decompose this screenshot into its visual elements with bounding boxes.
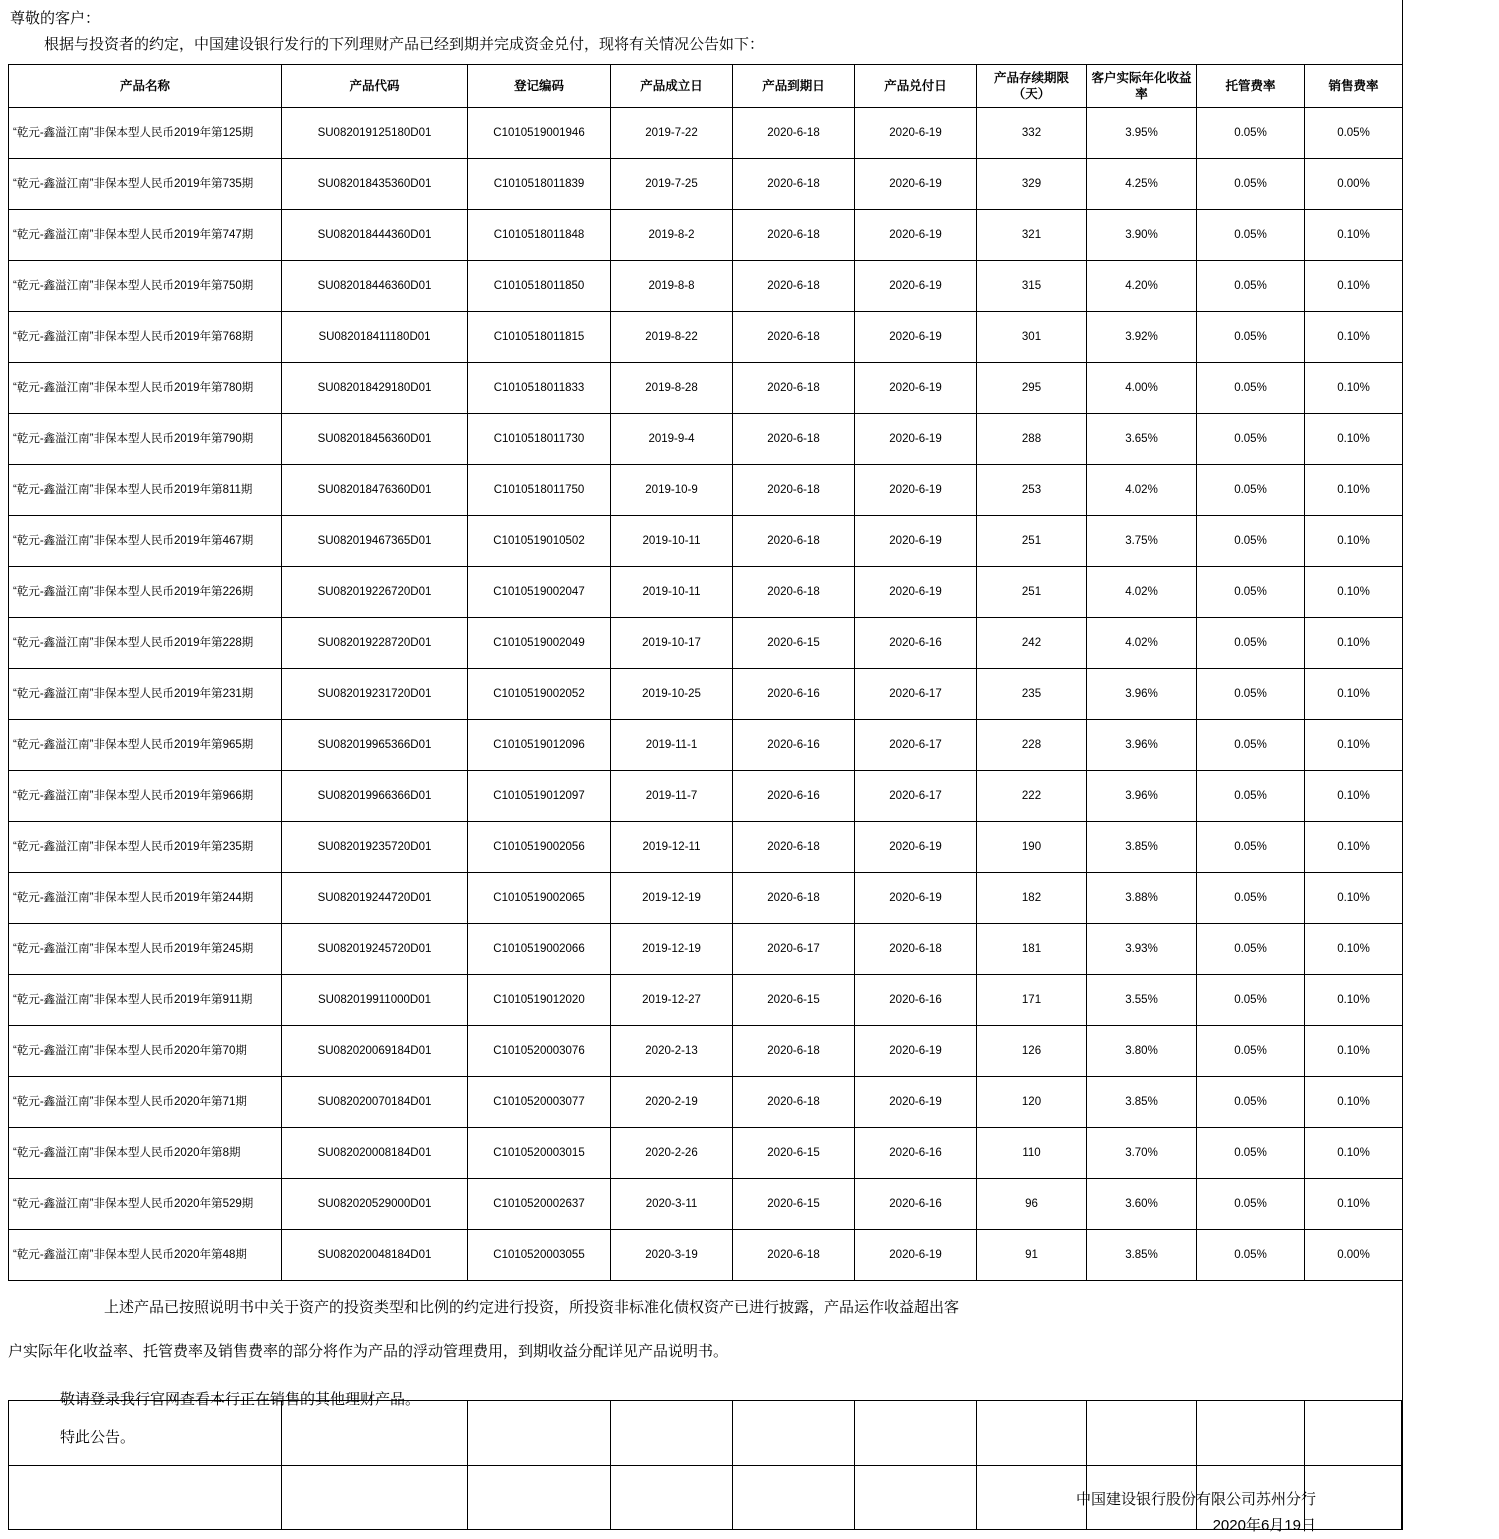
cell-value: 3.95% [1087, 108, 1197, 159]
table-row [9, 363, 1403, 414]
cell-value: 0.05% [1197, 1230, 1305, 1281]
cell-value: 253 [977, 465, 1087, 516]
table-row [9, 159, 1403, 210]
cell-value: 0.05% [1197, 567, 1305, 618]
cell-value: SU082020529000D01 [282, 1179, 468, 1230]
cell-value: 3.90% [1087, 210, 1197, 261]
cell-value: 0.05% [1197, 363, 1305, 414]
table-row [9, 414, 1403, 465]
cell-value: 182 [977, 873, 1087, 924]
cell-value: 2019-10-11 [611, 516, 733, 567]
cell-value: 2020-6-19 [855, 210, 977, 261]
cell-value: 2020-6-16 [855, 975, 977, 1026]
cell-value: SU082018446360D01 [282, 261, 468, 312]
cell-value: C1010520003077 [468, 1077, 611, 1128]
cell-value: 2020-6-18 [733, 1230, 855, 1281]
cell-value: 2019-12-27 [611, 975, 733, 1026]
cell-value: 3.55% [1087, 975, 1197, 1026]
cell-value: 3.85% [1087, 822, 1197, 873]
cell-value: 4.02% [1087, 465, 1197, 516]
cell-value: 0.10% [1305, 363, 1403, 414]
cell-value: 0.00% [1305, 1230, 1403, 1281]
cell-product-name: “乾元-鑫溢江南”非保本型人民币2020年第529期 [9, 1179, 282, 1230]
cell-value: 0.05% [1197, 1077, 1305, 1128]
cell-value: 0.10% [1305, 771, 1403, 822]
cell-value: 2020-6-18 [733, 465, 855, 516]
cell-value: 2019-7-22 [611, 108, 733, 159]
cell-value: 0.05% [1197, 1026, 1305, 1077]
cell-value: 4.25% [1087, 159, 1197, 210]
table-row [9, 771, 1403, 822]
cell-value: 3.65% [1087, 414, 1197, 465]
cell-value: 2020-6-19 [855, 312, 977, 363]
cell-value: 2020-6-18 [733, 1077, 855, 1128]
cell-value: 0.10% [1305, 1128, 1403, 1179]
cell-value: 3.70% [1087, 1128, 1197, 1179]
cell-value: 2020-6-18 [733, 312, 855, 363]
cell-product-name: “乾元-鑫溢江南”非保本型人民币2019年第965期 [9, 720, 282, 771]
cell-value: 4.02% [1087, 618, 1197, 669]
cell-product-name: “乾元-鑫溢江南”非保本型人民币2019年第235期 [9, 822, 282, 873]
cell-value: 2019-10-25 [611, 669, 733, 720]
cell-product-name: “乾元-鑫溢江南”非保本型人民币2020年第70期 [9, 1026, 282, 1077]
cell-value: C1010518011839 [468, 159, 611, 210]
cell-value: 2020-6-18 [733, 516, 855, 567]
cell-value: 0.10% [1305, 567, 1403, 618]
cell-value: 0.10% [1305, 873, 1403, 924]
cell-value: SU082019966366D01 [282, 771, 468, 822]
cell-value: 2020-6-18 [855, 924, 977, 975]
cell-value: 0.05% [1305, 108, 1403, 159]
cell-value: SU082020070184D01 [282, 1077, 468, 1128]
cell-value: 0.00% [1305, 159, 1403, 210]
cell-value: 0.10% [1305, 618, 1403, 669]
table-body [9, 108, 1403, 1281]
cell-value: C1010518011833 [468, 363, 611, 414]
col-establish-date: 产品成立日 [611, 65, 733, 108]
cell-value: 0.05% [1197, 159, 1305, 210]
table-row [9, 516, 1403, 567]
cell-product-name: “乾元-鑫溢江南”非保本型人民币2019年第750期 [9, 261, 282, 312]
cell-value: C1010518011730 [468, 414, 611, 465]
cell-value: 2020-3-19 [611, 1230, 733, 1281]
cell-value: 0.05% [1197, 720, 1305, 771]
col-product-name: 产品名称 [9, 65, 282, 108]
table-row [9, 210, 1403, 261]
products-table [8, 64, 1403, 1281]
cell-value: 3.75% [1087, 516, 1197, 567]
cell-product-name: “乾元-鑫溢江南”非保本型人民币2019年第228期 [9, 618, 282, 669]
cell-value: 181 [977, 924, 1087, 975]
cell-product-name: “乾元-鑫溢江南”非保本型人民币2020年第8期 [9, 1128, 282, 1179]
cell-value: SU082019235720D01 [282, 822, 468, 873]
cell-value: SU082019245720D01 [282, 924, 468, 975]
cell-value: C1010518011850 [468, 261, 611, 312]
cell-value: 0.10% [1305, 975, 1403, 1026]
cell-value: 2020-6-18 [733, 261, 855, 312]
cell-value: 3.96% [1087, 669, 1197, 720]
cell-product-name: “乾元-鑫溢江南”非保本型人民币2019年第811期 [9, 465, 282, 516]
cell-value: 4.20% [1087, 261, 1197, 312]
table-row [9, 1230, 1403, 1281]
cell-value: SU082020048184D01 [282, 1230, 468, 1281]
cell-value: 2020-6-19 [855, 159, 977, 210]
cell-value: 2020-6-18 [733, 108, 855, 159]
cell-product-name: “乾元-鑫溢江南”非保本型人民币2020年第71期 [9, 1077, 282, 1128]
cell-value: 0.10% [1305, 516, 1403, 567]
cell-value: 329 [977, 159, 1087, 210]
cell-value: 0.10% [1305, 414, 1403, 465]
cell-value: 171 [977, 975, 1087, 1026]
cell-value: 2020-2-13 [611, 1026, 733, 1077]
cell-value: SU082019226720D01 [282, 567, 468, 618]
cell-value: SU082019125180D01 [282, 108, 468, 159]
table-row [9, 465, 1403, 516]
cell-value: SU082019965366D01 [282, 720, 468, 771]
cell-value: SU082019228720D01 [282, 618, 468, 669]
cell-value: 190 [977, 822, 1087, 873]
cell-value: 3.96% [1087, 720, 1197, 771]
table-row [9, 669, 1403, 720]
cell-value: 2020-6-17 [855, 720, 977, 771]
cell-product-name: “乾元-鑫溢江南”非保本型人民币2019年第790期 [9, 414, 282, 465]
cell-value: 91 [977, 1230, 1087, 1281]
cell-value: 2020-6-19 [855, 1230, 977, 1281]
footnote-3: 敬请登录我行官网查看本行正在销售的其他理财产品。 [60, 1391, 421, 1408]
cell-value: 2020-6-15 [733, 1128, 855, 1179]
cell-value: 2020-6-15 [733, 618, 855, 669]
footnote-1: 上述产品已按照说明书中关于资产的投资类型和比例的约定进行投资，所投资非标准化债权资产已进行披露，产品运作收益超出客 [104, 1299, 960, 1316]
cell-value: C1010518011815 [468, 312, 611, 363]
cell-value: 2020-6-18 [733, 567, 855, 618]
cell-value: 0.05% [1197, 516, 1305, 567]
cell-value: 0.10% [1305, 669, 1403, 720]
salutation: 尊敬的客户： [10, 10, 101, 27]
cell-value: 2020-6-16 [733, 669, 855, 720]
cell-value: 3.85% [1087, 1230, 1197, 1281]
cell-product-name: “乾元-鑫溢江南”非保本型人民币2019年第780期 [9, 363, 282, 414]
cell-value: 2020-6-18 [733, 414, 855, 465]
cell-value: 2020-6-19 [855, 1077, 977, 1128]
cell-product-name: “乾元-鑫溢江南”非保本型人民币2019年第231期 [9, 669, 282, 720]
cell-value: 2020-6-19 [855, 516, 977, 567]
cell-value: 2020-6-15 [733, 1179, 855, 1230]
cell-value: 2020-6-16 [733, 771, 855, 822]
cell-value: 0.10% [1305, 924, 1403, 975]
cell-value: 242 [977, 618, 1087, 669]
cell-value: 0.05% [1197, 924, 1305, 975]
table-row [9, 720, 1403, 771]
cell-value: C1010519012097 [468, 771, 611, 822]
col-duration-days: 产品存续期限（天） [977, 65, 1087, 108]
cell-product-name: “乾元-鑫溢江南”非保本型人民币2019年第911期 [9, 975, 282, 1026]
cell-value: 2020-6-19 [855, 567, 977, 618]
cell-value: C1010519002056 [468, 822, 611, 873]
cell-value: 2020-6-17 [855, 771, 977, 822]
cell-value: 0.05% [1197, 669, 1305, 720]
cell-value: 3.88% [1087, 873, 1197, 924]
cell-value: 0.05% [1197, 108, 1305, 159]
cell-value: 2020-6-17 [855, 669, 977, 720]
cell-value: 2019-8-8 [611, 261, 733, 312]
cell-value: 2020-6-19 [855, 363, 977, 414]
cell-value: 315 [977, 261, 1087, 312]
table-row [9, 618, 1403, 669]
cell-product-name: “乾元-鑫溢江南”非保本型人民币2019年第244期 [9, 873, 282, 924]
cell-value: 2020-2-26 [611, 1128, 733, 1179]
cell-value: 2019-8-22 [611, 312, 733, 363]
cell-value: SU082018476360D01 [282, 465, 468, 516]
cell-value: SU082018429180D01 [282, 363, 468, 414]
col-actual-annual-yield: 客户实际年化收益率 [1087, 65, 1197, 108]
table-row [9, 1179, 1403, 1230]
cell-value: 0.05% [1197, 1179, 1305, 1230]
cell-product-name: “乾元-鑫溢江南”非保本型人民币2019年第125期 [9, 108, 282, 159]
cell-value: 2020-6-17 [733, 924, 855, 975]
cell-value: 2020-6-19 [855, 873, 977, 924]
cell-value: 110 [977, 1128, 1087, 1179]
cell-value: SU082018435360D01 [282, 159, 468, 210]
cell-product-name: “乾元-鑫溢江南”非保本型人民币2019年第245期 [9, 924, 282, 975]
cell-product-name: “乾元-鑫溢江南”非保本型人民币2019年第735期 [9, 159, 282, 210]
cell-value: 2020-6-16 [855, 1179, 977, 1230]
cell-value: 2019-9-4 [611, 414, 733, 465]
cell-value: C1010519010502 [468, 516, 611, 567]
cell-value: 126 [977, 1026, 1087, 1077]
cell-value: C1010519012096 [468, 720, 611, 771]
col-product-code: 产品代码 [282, 65, 468, 108]
cell-value: 2020-6-18 [733, 159, 855, 210]
col-sales-fee-rate: 销售费率 [1305, 65, 1403, 108]
cell-value: 2019-11-1 [611, 720, 733, 771]
cell-value: 2020-6-18 [733, 822, 855, 873]
cell-value: C1010518011848 [468, 210, 611, 261]
cell-value: SU082019244720D01 [282, 873, 468, 924]
cell-value: 0.05% [1197, 210, 1305, 261]
cell-value: 4.02% [1087, 567, 1197, 618]
cell-value: SU082018411180D01 [282, 312, 468, 363]
cell-value: SU082018444360D01 [282, 210, 468, 261]
cell-value: 2020-2-19 [611, 1077, 733, 1128]
cell-value: 332 [977, 108, 1087, 159]
table-row [9, 261, 1403, 312]
cell-value: 251 [977, 516, 1087, 567]
cell-product-name: “乾元-鑫溢江南”非保本型人民币2019年第467期 [9, 516, 282, 567]
cell-value: 0.10% [1305, 261, 1403, 312]
cell-value: C1010520003015 [468, 1128, 611, 1179]
cell-value: 0.10% [1305, 312, 1403, 363]
cell-value: 228 [977, 720, 1087, 771]
cell-value: 96 [977, 1179, 1087, 1230]
cell-value: 0.05% [1197, 771, 1305, 822]
cell-value: 2019-7-25 [611, 159, 733, 210]
cell-value: 2020-6-18 [733, 210, 855, 261]
cell-value: C1010519002066 [468, 924, 611, 975]
col-payment-date: 产品兑付日 [855, 65, 977, 108]
cell-value: 2019-11-7 [611, 771, 733, 822]
cell-value: C1010520002637 [468, 1179, 611, 1230]
table-row [9, 312, 1403, 363]
cell-product-name: “乾元-鑫溢江南”非保本型人民币2019年第768期 [9, 312, 282, 363]
cell-value: 2020-6-16 [855, 1128, 977, 1179]
cell-value: 2020-6-19 [855, 822, 977, 873]
cell-value: 0.05% [1197, 312, 1305, 363]
cell-value: 2020-6-16 [733, 720, 855, 771]
cell-value: 0.10% [1305, 465, 1403, 516]
cell-product-name: “乾元-鑫溢江南”非保本型人民币2019年第966期 [9, 771, 282, 822]
cell-value: 0.05% [1197, 975, 1305, 1026]
cell-value: C1010519002052 [468, 669, 611, 720]
table-row [9, 822, 1403, 873]
cell-value: 2019-12-19 [611, 924, 733, 975]
cell-value: 120 [977, 1077, 1087, 1128]
cell-value: 301 [977, 312, 1087, 363]
table-row [9, 924, 1403, 975]
signature-date: 2020年6月19日 [1212, 1517, 1316, 1534]
cell-value: 2020-6-18 [733, 1026, 855, 1077]
cell-value: 2019-8-28 [611, 363, 733, 414]
cell-value: 0.10% [1305, 1077, 1403, 1128]
spreadsheet-right-rail [1402, 0, 1499, 1530]
cell-value: 0.05% [1197, 1128, 1305, 1179]
cell-value: 0.05% [1197, 465, 1305, 516]
cell-value: 2019-10-17 [611, 618, 733, 669]
table-row [9, 1026, 1403, 1077]
cell-value: 0.10% [1305, 822, 1403, 873]
cell-value: 3.96% [1087, 771, 1197, 822]
cell-value: SU082020069184D01 [282, 1026, 468, 1077]
cell-value: SU082018456360D01 [282, 414, 468, 465]
cell-value: 0.10% [1305, 720, 1403, 771]
intro-block [0, 0, 1499, 58]
cell-value: 0.10% [1305, 1026, 1403, 1077]
cell-value: 2019-8-2 [611, 210, 733, 261]
cell-product-name: “乾元-鑫溢江南”非保本型人民币2019年第226期 [9, 567, 282, 618]
cell-value: 2020-6-19 [855, 261, 977, 312]
signature-organization: 中国建设银行股份有限公司苏州分行 [1075, 1491, 1316, 1508]
cell-value: 0.05% [1197, 822, 1305, 873]
cell-value: 2020-6-15 [733, 975, 855, 1026]
cell-value: 4.00% [1087, 363, 1197, 414]
cell-value: C1010520003055 [468, 1230, 611, 1281]
cell-value: 295 [977, 363, 1087, 414]
cell-value: 0.10% [1305, 210, 1403, 261]
cell-value: 0.05% [1197, 261, 1305, 312]
table-row [9, 873, 1403, 924]
cell-value: 3.93% [1087, 924, 1197, 975]
cell-value: 321 [977, 210, 1087, 261]
footnote-2: 户实际年化收益率、托管费率及销售费率的部分将作为产品的浮动管理费用，到期收益分配详见产品说明书。 [8, 1343, 729, 1360]
cell-value: C1010519012020 [468, 975, 611, 1026]
cell-value: C1010519002065 [468, 873, 611, 924]
cell-product-name: “乾元-鑫溢江南”非保本型人民币2020年第48期 [9, 1230, 282, 1281]
cell-value: 2020-6-19 [855, 414, 977, 465]
cell-value: 2020-6-16 [855, 618, 977, 669]
signature-block [8, 1487, 1402, 1539]
cell-value: 2019-10-9 [611, 465, 733, 516]
cell-value: 0.05% [1197, 414, 1305, 465]
cell-value: C1010519002047 [468, 567, 611, 618]
cell-value: 2020-6-19 [855, 108, 977, 159]
cell-value: SU082019911000D01 [282, 975, 468, 1026]
table-row [9, 975, 1403, 1026]
cell-value: 3.85% [1087, 1077, 1197, 1128]
cell-value: 3.60% [1087, 1179, 1197, 1230]
intro-paragraph: 根据与投资者的约定，中国建设银行发行的下列理财产品已经到期并完成资金兑付，现将有关情况公告如下： [44, 36, 765, 53]
cell-value: SU082019231720D01 [282, 669, 468, 720]
col-maturity-date: 产品到期日 [733, 65, 855, 108]
cell-value: 2020-6-19 [855, 1026, 977, 1077]
cell-value: 0.10% [1305, 1179, 1403, 1230]
table-row [9, 1128, 1403, 1179]
col-registration-code: 登记编码 [468, 65, 611, 108]
cell-value: SU082019467365D01 [282, 516, 468, 567]
table-row [9, 567, 1403, 618]
cell-value: 251 [977, 567, 1087, 618]
cell-value: 2020-6-19 [855, 465, 977, 516]
cell-value: 288 [977, 414, 1087, 465]
cell-value: 3.92% [1087, 312, 1197, 363]
cell-value: 222 [977, 771, 1087, 822]
cell-value: 0.05% [1197, 618, 1305, 669]
cell-value: C1010519001946 [468, 108, 611, 159]
cell-value: 2020-6-18 [733, 363, 855, 414]
cell-product-name: “乾元-鑫溢江南”非保本型人民币2019年第747期 [9, 210, 282, 261]
cell-value: C1010518011750 [468, 465, 611, 516]
cell-value: 2019-10-11 [611, 567, 733, 618]
cell-value: C1010519002049 [468, 618, 611, 669]
cell-value: 0.05% [1197, 873, 1305, 924]
cell-value: SU082020008184D01 [282, 1128, 468, 1179]
cell-value: 2019-12-19 [611, 873, 733, 924]
cell-value: 3.80% [1087, 1026, 1197, 1077]
cell-value: 2020-3-11 [611, 1179, 733, 1230]
table-row [9, 1077, 1403, 1128]
table-row [9, 108, 1403, 159]
footnote-4: 特此公告。 [60, 1429, 136, 1446]
cell-value: 2020-6-18 [733, 873, 855, 924]
cell-value: 2019-12-11 [611, 822, 733, 873]
cell-value: 235 [977, 669, 1087, 720]
cell-value: C1010520003076 [468, 1026, 611, 1077]
col-custody-fee-rate: 托管费率 [1197, 65, 1305, 108]
footnotes [8, 1281, 1402, 1449]
table-header-row [9, 65, 1403, 108]
